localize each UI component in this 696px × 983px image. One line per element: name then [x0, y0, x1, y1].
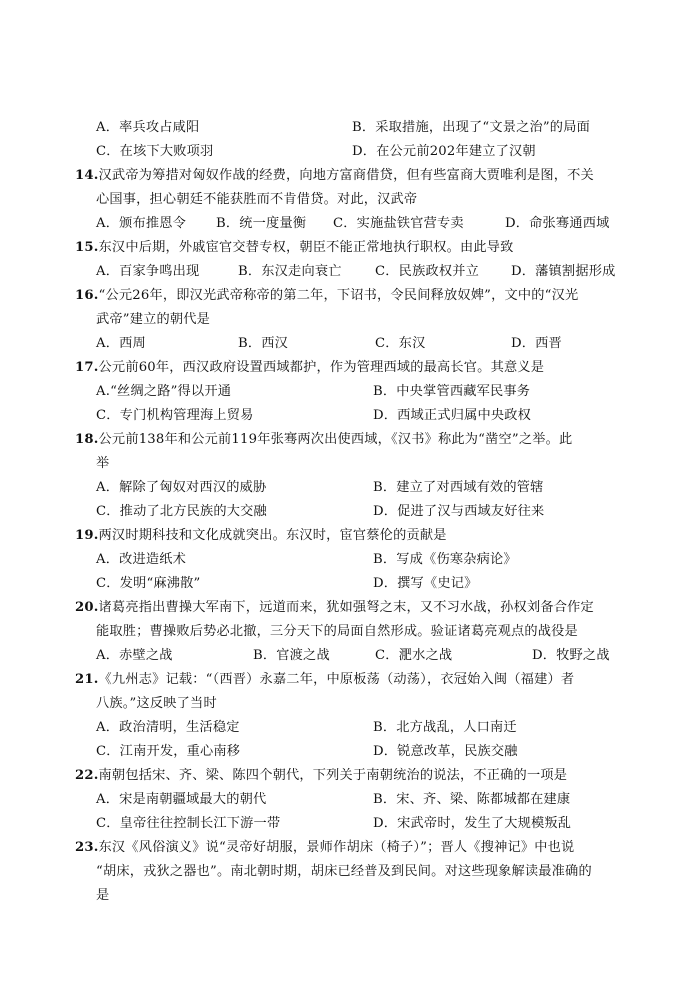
q17-option-c: C．专门机构管理海上贸易	[96, 408, 254, 423]
q19-option-b: B．写成《伤寒杂病论》	[373, 552, 517, 567]
q22-option-a: A．宋是南朝疆域最大的朝代	[96, 792, 267, 807]
question-text: 公元前138年和公元前119年张骞两次出使西域，《汉书》称此为“凿空”之举。此	[98, 432, 573, 447]
q19-option-a: A．改进造纸术	[96, 552, 187, 567]
question-text: 南朝包括宋、齐、梁、陈四个朝代，下列关于南朝统治的说法，不正确的一项是	[98, 768, 568, 783]
question-21-line-2: 八族。”这反映了当时	[96, 696, 217, 711]
question-text: 两汉时期科技和文化成就突出。东汉时，宦官蔡伦的贡献是	[98, 528, 447, 543]
q16-option-a: A．西周	[96, 336, 146, 351]
q14-option-c: C．实施盐铁官营专卖	[333, 216, 464, 231]
q16-option-c: C．东汉	[375, 336, 426, 351]
question-19	[75, 528, 447, 544]
q21-option-a: A．政治清明，生活稳定	[96, 720, 240, 735]
question-number: 18.	[75, 432, 99, 447]
question-number: 14.	[75, 168, 99, 183]
q14-option-a: A．颁布推恩令	[96, 216, 187, 231]
question-17	[75, 360, 544, 376]
question-number: 21.	[75, 672, 99, 687]
q16-option-b: B．西汉	[238, 336, 289, 351]
question-23	[75, 840, 574, 856]
question-number: 20.	[75, 600, 99, 615]
question-16-line-2: 武帝”建立的朝代是	[96, 312, 211, 327]
question-15	[75, 240, 514, 256]
question-text: 东汉中后期，外戚宦官交替专权，朝臣不能正常地执行职权。由此导致	[98, 240, 514, 255]
q15-option-a: A．百家争鸣出现	[96, 264, 200, 279]
q21-option-b: B．北方战乱，人口南迁	[373, 720, 517, 735]
q18-option-b: B．建立了对西域有效的管辖	[373, 480, 544, 495]
q21-option-d: D．锐意改革，民族交融	[373, 744, 518, 759]
q22-option-c: C．皇帝往往控制长江下游一带	[96, 816, 281, 831]
q20-option-c: C．淝水之战	[375, 648, 453, 663]
question-number: 23.	[75, 840, 99, 855]
q18-option-c: C．推动了北方民族的大交融	[96, 504, 267, 519]
question-number: 17.	[75, 360, 99, 375]
question-18-line-2: 举	[96, 456, 110, 471]
q14-option-b: B．统一度量衡	[216, 216, 307, 231]
question-21	[75, 672, 574, 688]
q19-option-c: C．发明“麻沸散”	[96, 576, 201, 591]
q15-option-c: C．民族政权并立	[375, 264, 480, 279]
q18-option-a: A．解除了匈奴对西汉的威胁	[96, 480, 267, 495]
q13-option-a: A．率兵攻占咸阳	[96, 120, 200, 135]
q22-option-d: D．宋武帝时，发生了大规模叛乱	[373, 816, 572, 831]
question-number: 16.	[75, 288, 99, 303]
q18-option-d: D．促进了汉与西域友好往来	[373, 504, 545, 519]
q17-option-b: B．中央掌管西藏军民事务	[373, 384, 531, 399]
q20-option-d: D．牧野之战	[532, 648, 610, 663]
question-text: 诸葛亮指出曹操大军南下，远道而来，犹如强弩之末，又不习水战，孙权刘备合作定	[98, 600, 594, 615]
question-14	[75, 168, 594, 184]
question-20	[75, 600, 594, 616]
question-20-line-2: 能取胜；曹操败后势必北撤，三分天下的局面自然形成。验证诸葛亮观点的战役是	[96, 624, 578, 639]
question-text: 东汉《风俗演义》说“灵帝好胡服，景师作胡床（椅子）”；晋人《搜神记》中也说	[98, 840, 575, 855]
q17-option-a: A.“丝绸之路”得以开通	[96, 384, 232, 399]
question-number: 19.	[75, 528, 99, 543]
question-number: 15.	[75, 240, 99, 255]
q13-option-b: B．采取措施，出现了“文景之治”的局面	[352, 120, 590, 135]
q15-option-b: B．东汉走向衰亡	[238, 264, 342, 279]
question-14-line-2: 心国事，担心朝廷不能获胜而不肯借贷。对此，汉武帝	[96, 192, 418, 207]
question-23-line-2: “胡床，戎狄之器也”。南北朝时期，胡床已经普及到民间。对这些现象解读最准确的	[96, 864, 592, 879]
q15-option-d: D．藩镇割据形成	[511, 264, 616, 279]
question-text: “公元26年，即汉光武帝称帝的第二年，下诏书，令民间释放奴婢”，文中的“汉光	[98, 288, 579, 303]
question-text: 公元前60年，西汉政府设置西域都护，作为管理西域的最高长官。其意义是	[98, 360, 545, 375]
q16-option-d: D．西晋	[511, 336, 562, 351]
q14-option-d: D．命张骞通西域	[505, 216, 610, 231]
q20-option-b: B．官渡之战	[253, 648, 330, 663]
q19-option-d: D．撰写《史记》	[373, 576, 478, 591]
question-23-line-3: 是	[96, 888, 110, 903]
q20-option-a: A．赤壁之战	[96, 648, 173, 663]
q22-option-b: B．宋、齐、梁、陈都城都在建康	[373, 792, 571, 807]
question-number: 22.	[75, 768, 99, 783]
question-16	[75, 288, 578, 304]
q13-option-c: C．在垓下大败项羽	[96, 144, 214, 159]
question-18	[75, 432, 572, 448]
question-text: 汉武帝为筹措对匈奴作战的经费，向地方富商借贷，但有些富商大贾唯利是图，不关	[98, 168, 594, 183]
question-22	[75, 768, 567, 784]
q21-option-c: C．江南开发，重心南移	[96, 744, 241, 759]
q17-option-d: D．西域正式归属中央政权	[373, 408, 532, 423]
q13-option-d: D．在公元前202年建立了汉朝	[352, 144, 536, 159]
question-text: 《九州志》记载：“（西晋）永嘉二年，中原板荡（动荡），衣冠始入闽（福建）者	[98, 672, 575, 687]
